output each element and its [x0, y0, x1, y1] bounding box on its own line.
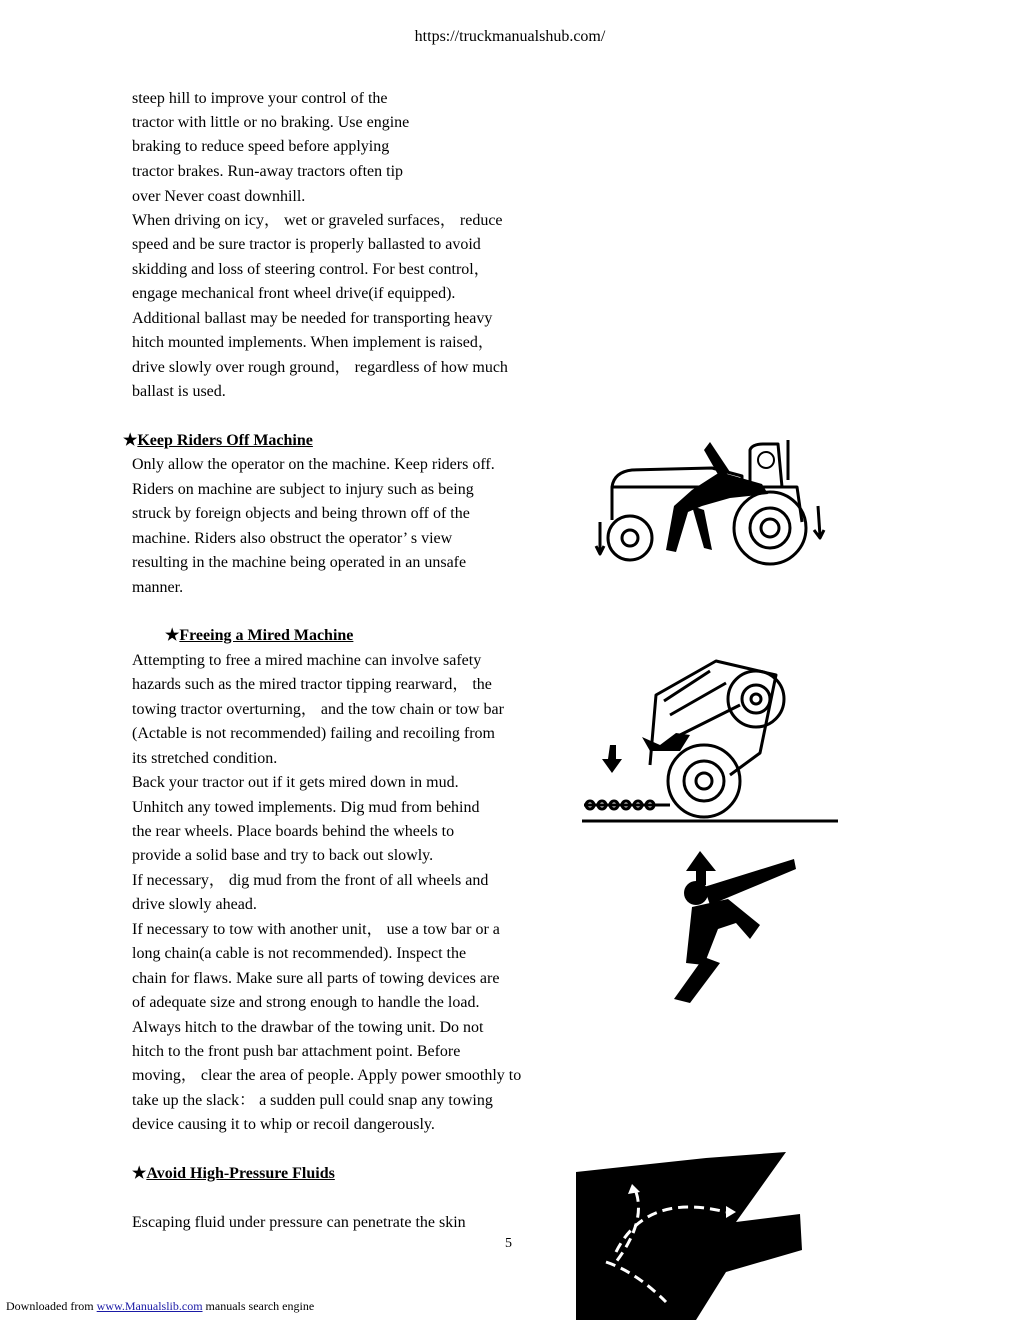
text-line: (Actable is not recommended) failing and recoiling from — [132, 725, 495, 742]
star-icon: ★ — [123, 432, 138, 449]
text-line: ballast is used. — [132, 383, 226, 400]
text-line: hazards such as the mired tractor tipping rearward， the — [132, 676, 492, 693]
text-line: speed and be sure tractor is properly ballasted to avoid — [132, 236, 481, 253]
manualslib-link[interactable]: www.Manualslib.com — [96, 1299, 203, 1313]
text-line: skidding and loss of steering control. For best control， — [132, 261, 490, 278]
text-line: towing tractor overturning， and the tow chain or tow bar — [132, 701, 504, 718]
heading-text: Keep Riders Off Machine — [137, 432, 313, 449]
text-line: take up the slack： a sudden pull could snap any towing — [132, 1092, 493, 1109]
text-line: steep hill to improve your control of the — [132, 90, 388, 107]
text-line: machine. Riders also obstruct the operator’ s view — [132, 530, 453, 547]
heading-text: Avoid High-Pressure Fluids — [146, 1165, 335, 1182]
text-line: of adequate size and strong enough to handle the load. — [132, 994, 480, 1011]
text-line: its stretched condition. — [132, 750, 278, 767]
text-line: hitch to the front push bar attachment point. Before — [132, 1043, 461, 1060]
footer-prefix: Downloaded from — [6, 1299, 97, 1313]
text-line: tractor brakes. Run-away tractors often tip — [132, 163, 404, 180]
text-line: manner. — [132, 579, 184, 596]
footer-suffix: manuals search engine — [202, 1299, 315, 1313]
heading-freeing-mired-machine — [165, 626, 353, 646]
heading-keep-riders-off — [123, 431, 313, 451]
star-icon: ★ — [132, 1165, 147, 1182]
text-line: drive slowly ahead. — [132, 896, 257, 913]
text-line: device causing it to whip or recoil dangerously. — [132, 1116, 435, 1133]
text-line: braking to reduce speed before applying — [132, 138, 390, 155]
text-line: long chain(a cable is not recommended). Inspect the — [132, 945, 467, 962]
text-line: engage mechanical front wheel drive(if equipped). — [132, 285, 456, 302]
text-line: Only allow the operator on the machine. Keep riders off. — [132, 456, 495, 473]
page-number: 5 — [505, 1236, 512, 1251]
high-pressure-fluid-illustration — [576, 1152, 806, 1320]
star-icon: ★ — [165, 627, 180, 644]
text-line: resulting in the machine being operated in an unsafe — [132, 554, 467, 571]
text-line: over Never coast downhill. — [132, 188, 306, 205]
text-line: chain for flaws. Make sure all parts of towing devices are — [132, 970, 500, 987]
text-line: Riders on machine are subject to injury such as being — [132, 481, 474, 498]
text-line: If necessary， dig mud from the front of all wheels and — [132, 872, 489, 889]
header-url: https://truckmanualshub.com/ — [414, 28, 606, 45]
recoil-injury-illustration — [664, 845, 804, 1015]
text-line: Escaping fluid under pressure can penetrate the skin — [132, 1214, 466, 1231]
text-line: Attempting to free a mired machine can involve safety — [132, 652, 482, 669]
heading-avoid-high-pressure-fluids — [132, 1164, 335, 1184]
text-line: moving， clear the area of people. Apply power smoothly to — [132, 1067, 522, 1084]
text-line: provide a solid base and try to back out slowly. — [132, 847, 434, 864]
text-line: Always hitch to the drawbar of the towing unit. Do not — [132, 1019, 484, 1036]
text-line: Unhitch any towed implements. Dig mud from behind — [132, 799, 480, 816]
heading-text: Freeing a Mired Machine — [179, 627, 354, 644]
text-line: struck by foreign objects and being thrown off of the — [132, 505, 470, 522]
text-line: tractor with little or no braking. Use engine — [132, 114, 410, 131]
text-line: drive slowly over rough ground， regardless of how much — [132, 359, 508, 376]
text-line: Back your tractor out if it gets mired down in mud. — [132, 774, 459, 791]
text-line: the rear wheels. Place boards behind the wheels to — [132, 823, 455, 840]
footer — [6, 1299, 314, 1314]
text-line: When driving on icy， wet or graveled surfaces， reduce — [132, 212, 503, 229]
text-line: Additional ballast may be needed for transporting heavy — [132, 310, 493, 327]
text-line: hitch mounted implements. When implement is raised， — [132, 334, 494, 351]
mired-tractor-illustration — [580, 655, 840, 825]
text-line: If necessary to tow with another unit， use a tow bar or a — [132, 921, 500, 938]
rider-on-tractor-illustration — [592, 432, 832, 576]
